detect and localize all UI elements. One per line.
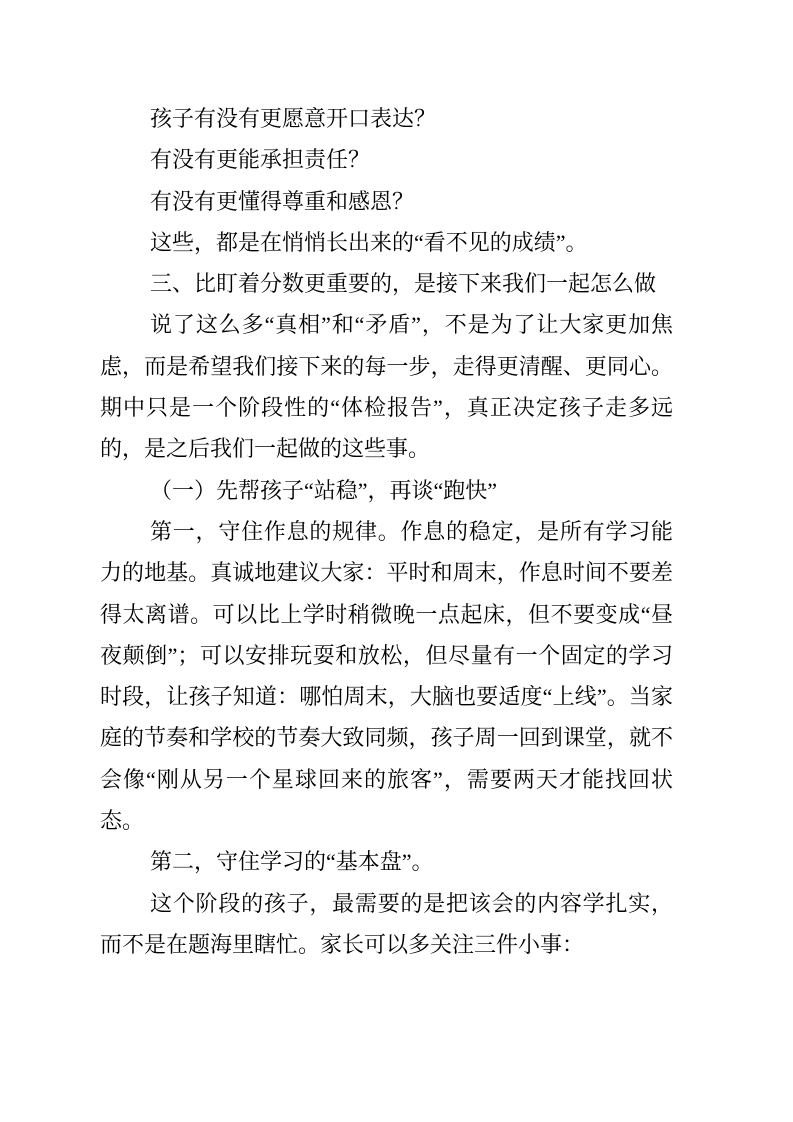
paragraph-question-2: 有没有更能承担责任？ xyxy=(150,147,371,173)
paragraph-question-3: 有没有更懂得尊重和感恩？ xyxy=(150,188,415,214)
subsection-heading-1: （一）先帮孩子“站稳”，再谈“跑快” xyxy=(150,477,498,503)
paragraph-question-1: 孩子有没有更愿意开口表达？ xyxy=(150,106,437,131)
paragraph-summary: 这些，都是在悄悄长出来的“看不见的成绩”。 xyxy=(150,229,588,255)
paragraph-point-2: 第二，守住学习的“基本盘”。 xyxy=(150,849,434,875)
section-heading-3: 三、比盯着分数更重要的，是接下来我们一起怎么做 xyxy=(150,271,657,297)
paragraph-body-2: 第一，守住作息的规律。作息的稳定，是所有学习能力的地基。真诚地建议大家：平时和周末，作息时间不要差得太离谱。可以比上学时稍微晚一点起床，但不要变成“昼夜颠倒”；可以安排玩耍和放松，但尽量有一个固定的学习时段，让孩子知道：哪怕周末，大脑也要适度“上线”。当家庭的节奏和学校的节奏大致同频，孩子周一回到课堂，就不会像“刚从另一个星球回来的旅客”，需要两天才能找回状态。 xyxy=(100,518,673,834)
document-body xyxy=(100,98,673,965)
paragraph-body-3: 这个阶段的孩子，最需要的是把该会的内容学扎实，而不是在题海里瞎忙。家长可以多关注三件小事： xyxy=(100,890,673,957)
paragraph-body-1: 说了这么多“真相”和“矛盾”，不是为了让大家更加焦虑，而是希望我们接下来的每一步，走得更清醒、更同心。期中只是一个阶段性的“体检报告”，真正决定孩子走多远的，是之后我们一起做的这些事。 xyxy=(100,312,673,462)
